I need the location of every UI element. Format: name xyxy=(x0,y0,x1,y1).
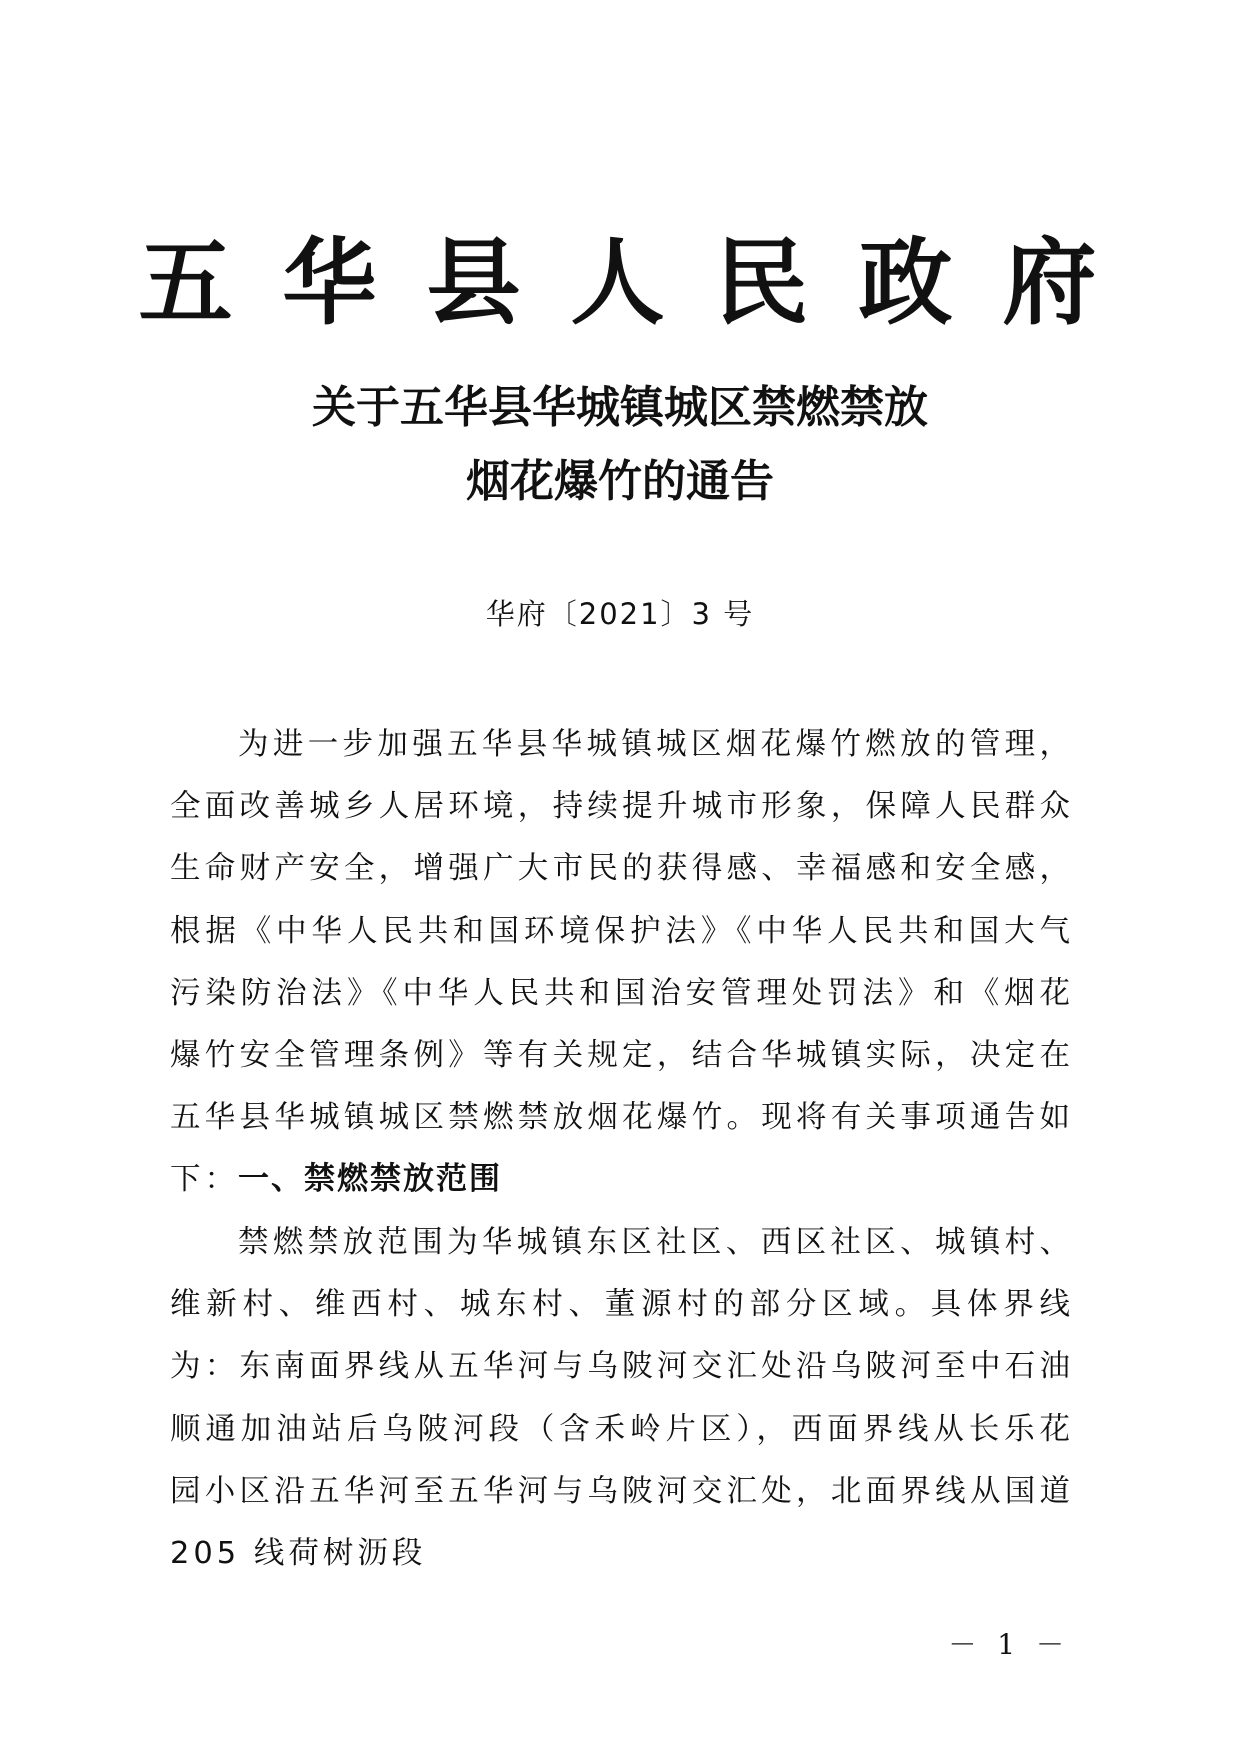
document-number: 华府〔2021〕3 号 xyxy=(485,597,755,631)
page-number: － 1 － xyxy=(948,1628,1070,1661)
scope-paragraph: 禁燃禁放范围为华城镇东区社区、西区社区、城镇村、维新村、维西村、城东村、董源村的部分区域。具体界线为：东南面界线从五华河与乌陂河交汇处沿乌陂河至中石油顺通加油站后乌陂河段（含禾岭片区），西面界线从长乐花园小区沿五华河至五华河与乌陂河交汇处，北面界线从国道 205 线荷树沥段 xyxy=(170,1225,1074,1572)
notice-title-line1: 关于五华县华城镇城区禁燃禁放 xyxy=(312,382,928,433)
issuer-title: 五华县人民政府 xyxy=(138,228,1147,338)
section-heading-scope: 一、禁燃禁放范围 xyxy=(238,1161,502,1197)
notice-title-line2: 烟花爆竹的通告 xyxy=(466,456,774,507)
intro-paragraph: 为进一步加强五华县华城镇城区烟花爆竹燃放的管理，全面改善城乡人居环境，持续提升城市形象，保障人民群众生命财产安全，增强广大市民的获得感、幸福感和安全感，根据《中华人民共和国环境保护法》《中华人民共和国大气污染防治法》《中华人民共和国治安管理处罚法》和《烟花爆竹安全管理条例》等有关规定，结合华城镇实际，决定在五华县华城镇城区禁燃禁放烟花爆竹。现将有关事项通告如下： xyxy=(170,727,1074,1198)
